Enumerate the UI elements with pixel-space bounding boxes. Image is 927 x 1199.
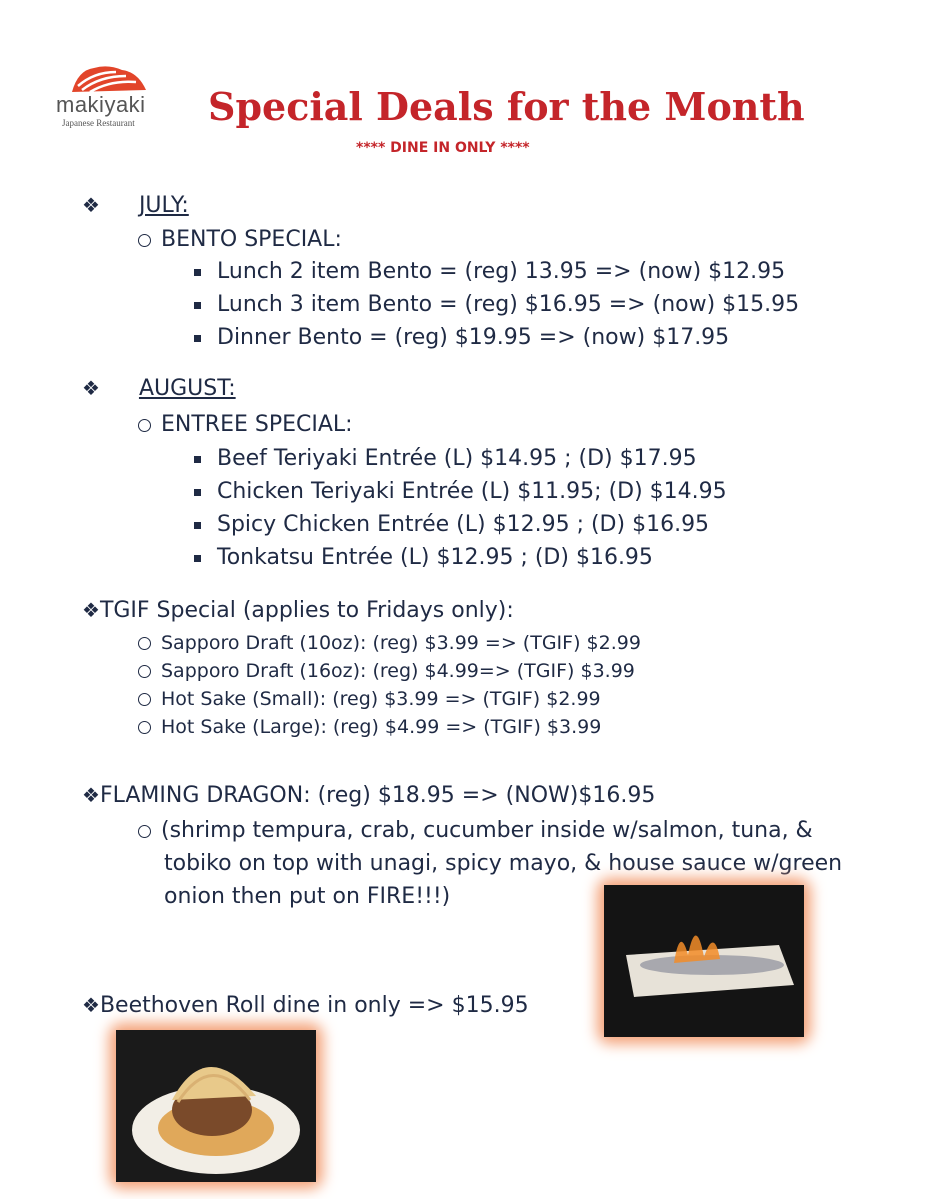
list-item-text: Sapporo Draft (10oz): (reg) $3.99 => (TGIF) $2.99 bbox=[161, 632, 641, 654]
list-item-text: Lunch 2 item Bento = (reg) 13.95 => (now) $12.95 bbox=[217, 259, 786, 284]
diamond-bullet-icon: ❖ bbox=[82, 993, 100, 1017]
flaming-dragon-image bbox=[604, 885, 804, 1037]
beethoven-section bbox=[82, 993, 529, 1018]
sushi-logo-icon bbox=[64, 62, 154, 96]
circle-bullet-icon bbox=[138, 825, 151, 838]
beethoven-roll-photo bbox=[116, 1030, 316, 1182]
dragon-desc-line: (shrimp tempura, crab, cucumber inside w/salmon, tuna, & bbox=[161, 818, 813, 843]
square-bullet-icon bbox=[194, 555, 201, 562]
list-item bbox=[194, 545, 653, 570]
circle-bullet-icon bbox=[138, 637, 151, 650]
tgif-section bbox=[82, 598, 514, 623]
list-item bbox=[138, 688, 601, 710]
list-item bbox=[138, 632, 641, 654]
dragon-desc-line: tobiko on top with unagi, spicy mayo, & house sauce w/green bbox=[164, 851, 843, 876]
restaurant-logo bbox=[56, 62, 166, 132]
circle-bullet-icon bbox=[138, 665, 151, 678]
july-section bbox=[82, 193, 189, 218]
august-sub-label: ENTREE SPECIAL: bbox=[161, 412, 353, 437]
circle-bullet-icon bbox=[138, 419, 151, 432]
july-sub bbox=[138, 227, 342, 252]
square-bullet-icon bbox=[194, 489, 201, 496]
list-item-text: Hot Sake (Small): (reg) $3.99 => (TGIF) $2.99 bbox=[161, 688, 601, 710]
august-heading: AUGUST: bbox=[138, 376, 236, 401]
diamond-bullet-icon: ❖ bbox=[82, 598, 100, 622]
list-item-text: Tonkatsu Entrée (L) $12.95 ; (D) $16.95 bbox=[217, 545, 653, 570]
circle-bullet-icon bbox=[138, 693, 151, 706]
dragon-heading: FLAMING DRAGON: (reg) $18.95 => (NOW)$16.95 bbox=[99, 783, 656, 808]
july-sub-label: BENTO SPECIAL: bbox=[161, 227, 342, 252]
square-bullet-icon bbox=[194, 335, 201, 342]
flaming-dragon-photo bbox=[604, 885, 804, 1037]
list-item-text: Hot Sake (Large): (reg) $4.99 => (TGIF) $3.99 bbox=[161, 716, 602, 738]
logo-brand: makiyaki bbox=[56, 92, 146, 117]
list-item-text: Sapporo Draft (16oz): (reg) $4.99=> (TGIF) $3.99 bbox=[161, 660, 635, 682]
square-bullet-icon bbox=[194, 522, 201, 529]
beethoven-roll-image bbox=[116, 1030, 316, 1182]
page-title: Special Deals for the Month bbox=[208, 84, 805, 129]
dragon-section bbox=[82, 783, 655, 808]
list-item bbox=[138, 716, 601, 738]
circle-bullet-icon bbox=[138, 234, 151, 247]
square-bullet-icon bbox=[194, 269, 201, 276]
square-bullet-icon bbox=[194, 456, 201, 463]
list-item bbox=[194, 479, 727, 504]
list-item bbox=[194, 446, 697, 471]
diamond-bullet-icon: ❖ bbox=[82, 376, 100, 400]
square-bullet-icon bbox=[194, 302, 201, 309]
july-heading: JULY: bbox=[138, 193, 189, 218]
circle-bullet-icon bbox=[138, 721, 151, 734]
logo-subtitle: Japanese Restaurant bbox=[62, 118, 135, 128]
list-item bbox=[194, 292, 799, 317]
dine-in-note: **** DINE IN ONLY **** bbox=[356, 140, 530, 156]
list-item-text: Beef Teriyaki Entrée (L) $14.95 ; (D) $17.95 bbox=[217, 446, 697, 471]
list-item bbox=[194, 259, 785, 284]
list-item-text: Dinner Bento = (reg) $19.95 => (now) $17.95 bbox=[217, 325, 730, 350]
diamond-bullet-icon: ❖ bbox=[82, 783, 100, 807]
august-sub bbox=[138, 412, 353, 437]
august-section bbox=[82, 376, 236, 401]
list-item bbox=[138, 660, 635, 682]
list-item-text: Spicy Chicken Entrée (L) $12.95 ; (D) $16.95 bbox=[217, 512, 710, 537]
dragon-desc bbox=[138, 818, 813, 843]
list-item-text: Chicken Teriyaki Entrée (L) $11.95; (D) $14.95 bbox=[217, 479, 727, 504]
list-item bbox=[194, 512, 709, 537]
tgif-heading: TGIF Special (applies to Fridays only): bbox=[99, 598, 514, 623]
diamond-bullet-icon: ❖ bbox=[82, 193, 100, 217]
beethoven-heading: Beethoven Roll dine in only => $15.95 bbox=[99, 993, 529, 1018]
list-item-text: Lunch 3 item Bento = (reg) $16.95 => (now) $15.95 bbox=[217, 292, 800, 317]
list-item bbox=[194, 325, 729, 350]
dragon-desc-line: onion then put on FIRE!!!) bbox=[164, 884, 451, 909]
